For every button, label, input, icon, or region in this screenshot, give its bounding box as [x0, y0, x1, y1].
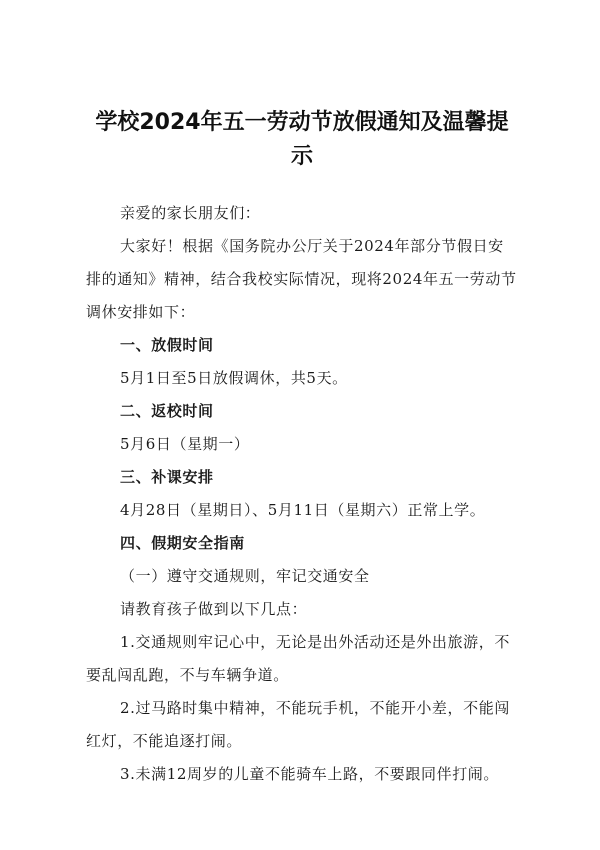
- list-item: 2.过马路时集中精神，不能玩手机，不能开小差，不能闯红灯，不能追逐打闹。: [86, 699, 510, 750]
- section-body-return-time: 5月6日（星期一）: [120, 435, 250, 453]
- section-heading-holiday-time: 一、放假时间: [120, 336, 214, 354]
- section-body-makeup-classes: 4月28日（星期日）、5月11日（星期六）正常上学。: [120, 501, 486, 519]
- subheading-traffic-safety: （一）遵守交通规则，牢记交通安全: [120, 567, 370, 585]
- instruction-prompt: 请教育孩子做到以下几点：: [120, 600, 308, 618]
- section-heading-safety-guide: 四、假期安全指南: [120, 534, 245, 552]
- list-item: 1.交通规则牢记心中，无论是出外活动还是外出旅游，不要乱闯乱跑，不与车辆争道。: [86, 633, 510, 684]
- intro-paragraph: 大家好！根据《国务院办公厅关于2024年部分节假日安排的通知》精神，结合我校实际情况，现将2024年五一劳动节调休安排如下：: [86, 237, 517, 321]
- greeting: 亲爱的家长朋友们：: [120, 204, 261, 222]
- list-item: 3.未满12周岁的儿童不能骑车上路，不要跟同伴打闹。: [120, 765, 500, 783]
- section-heading-makeup-classes: 三、补课安排: [120, 468, 214, 486]
- section-body-holiday-time: 5月1日至5日放假调休，共5天。: [120, 369, 348, 387]
- document-title: 学校2024年五一劳动节放假通知及温馨提示: [95, 110, 509, 169]
- section-heading-return-time: 二、返校时间: [120, 402, 214, 420]
